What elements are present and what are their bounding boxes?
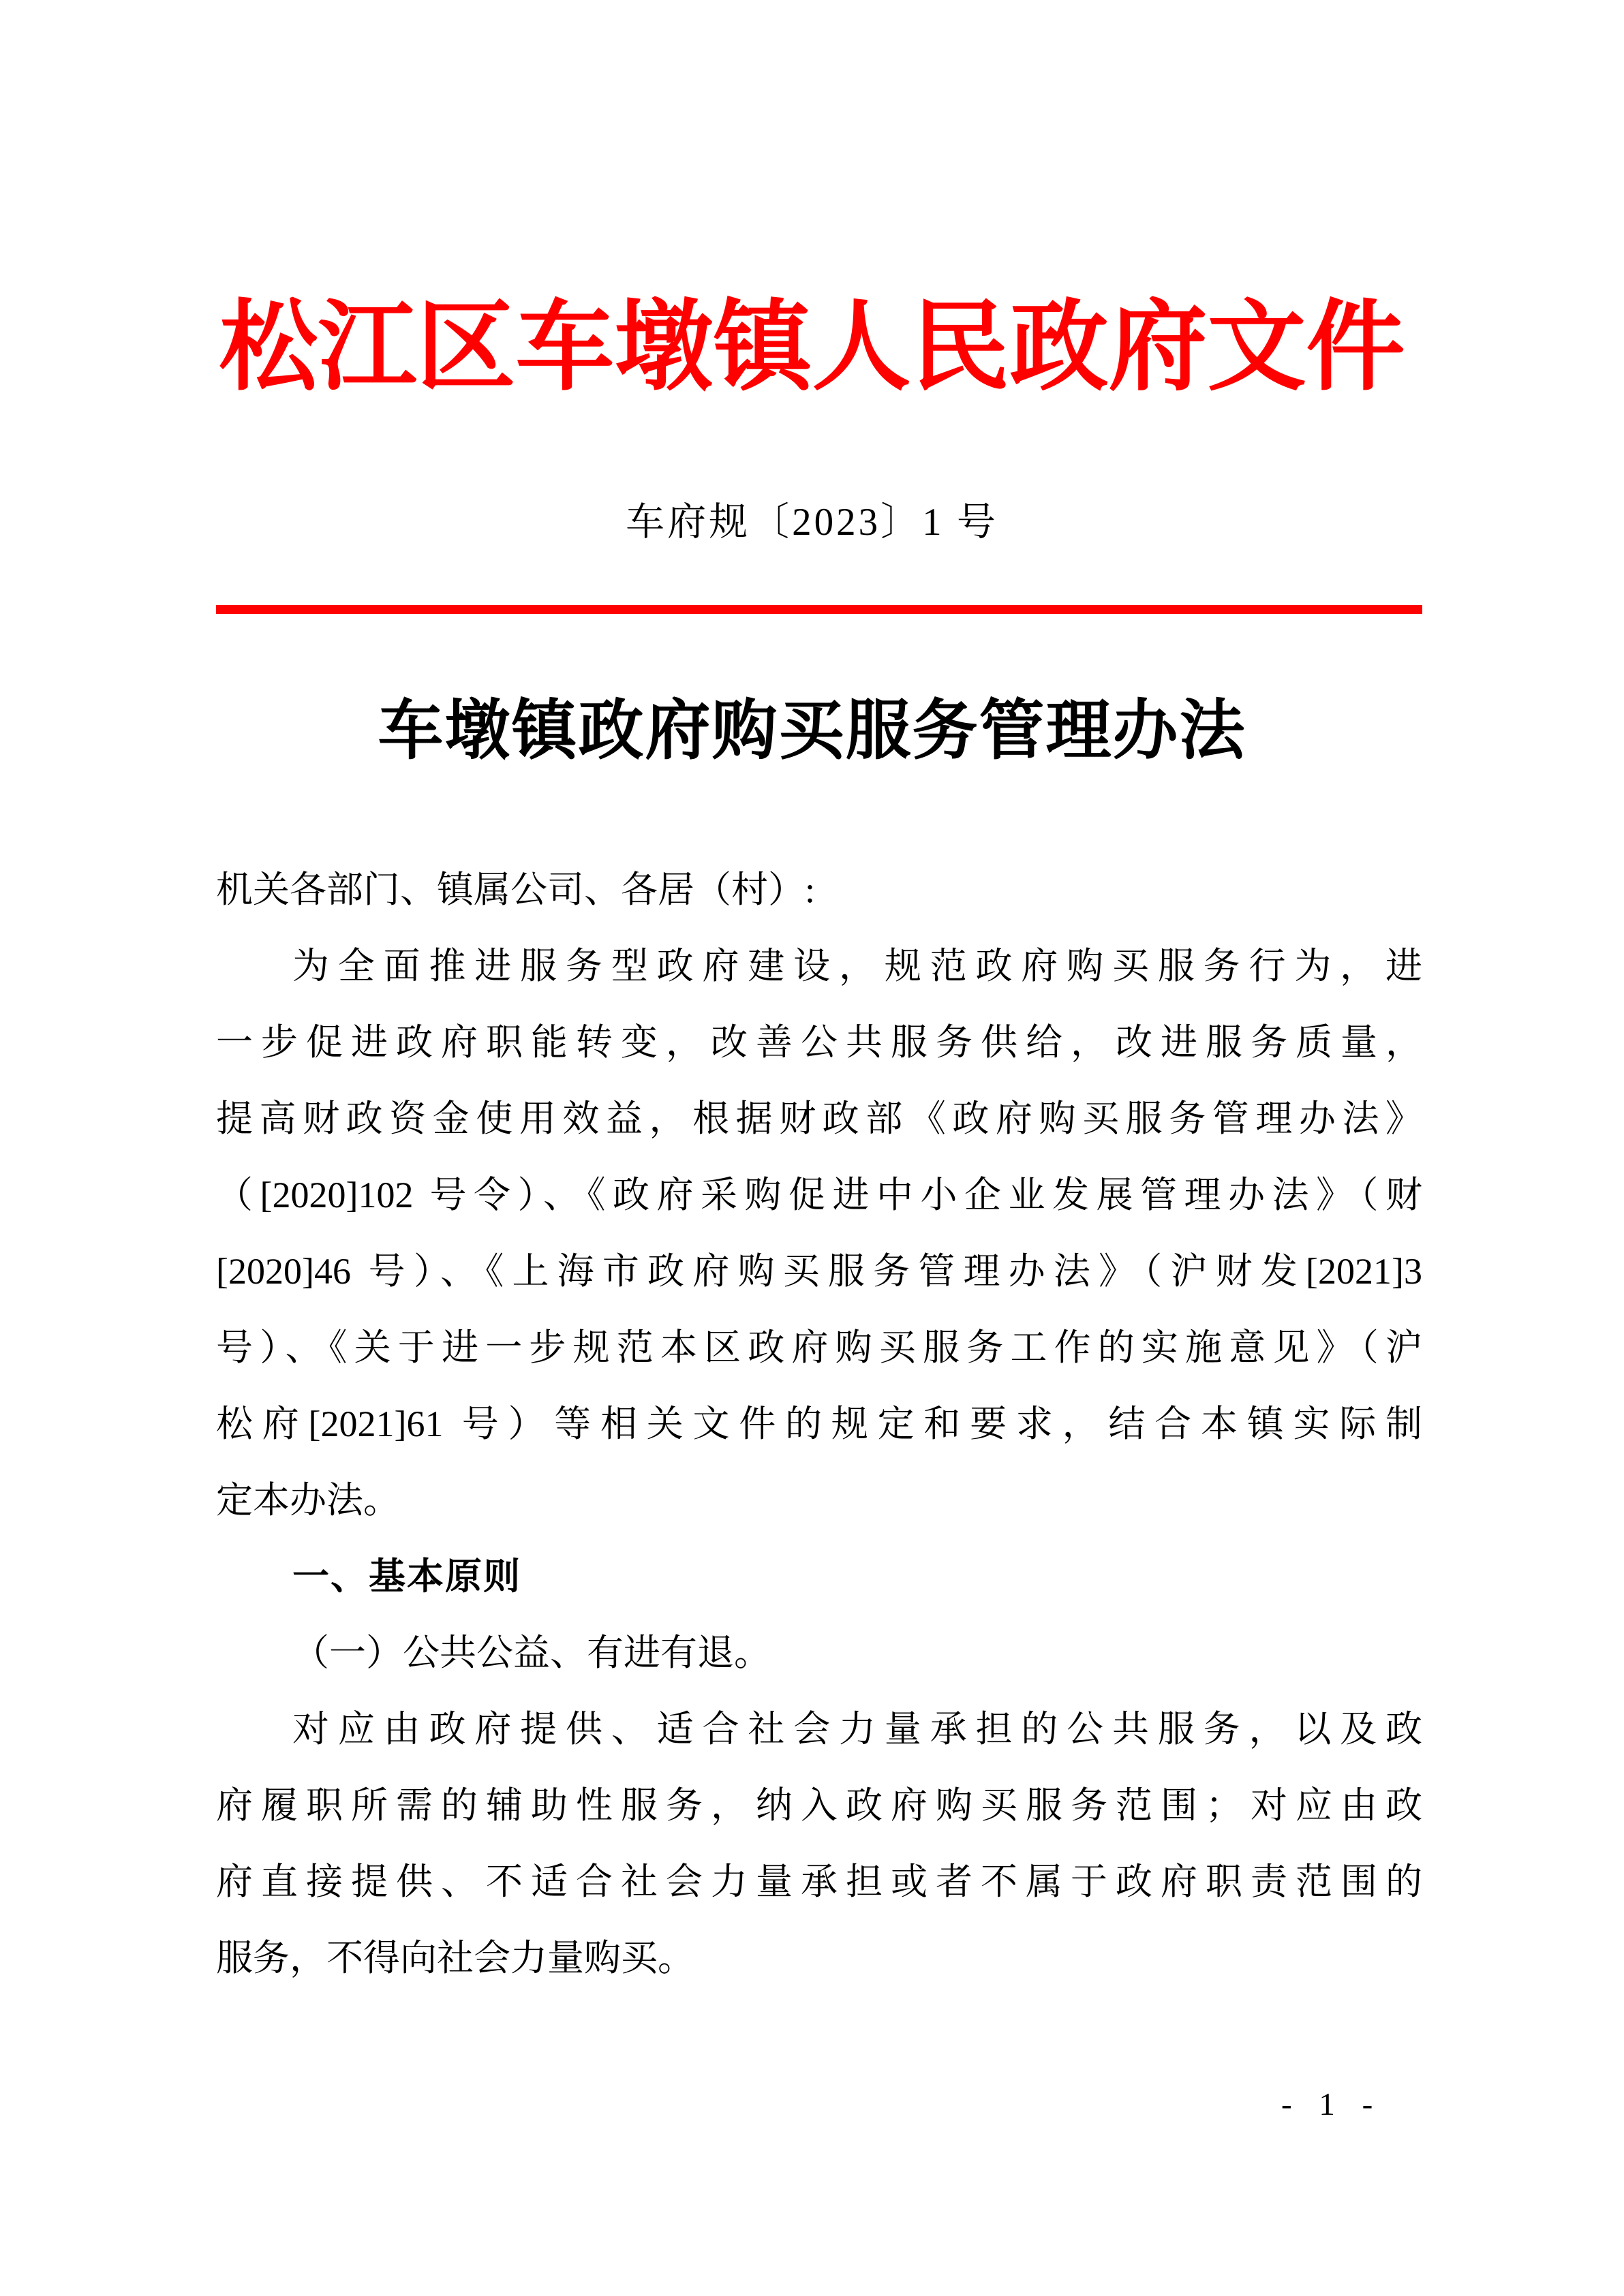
page-number: - 1 - <box>1281 2087 1383 2122</box>
body-line: （一）公共公益、有进有退。 <box>292 1632 771 1673</box>
body-line: 松府[2021]61 号）等相关文件的规定和要求，结合本镇实际制 <box>216 1403 1422 1444</box>
body-line: 服务，不得向社会力量购买。 <box>216 1938 694 1979</box>
body-line: [2020]46 号）、《上海市政府购买服务管理办法》（沪财发[2021]3 <box>216 1251 1422 1292</box>
red-divider-line <box>216 605 1422 614</box>
body-line: 府履职所需的辅助性服务，纳入政府购买服务范围；对应由政 <box>216 1785 1422 1826</box>
document-title: 车墩镇政府购买服务管理办法 <box>378 694 1246 767</box>
body-line: 号）、《关于进一步规范本区政府购买服务工作的实施意见》（沪 <box>216 1327 1422 1368</box>
section-heading: 一、基本原则 <box>292 1556 521 1597</box>
body-text <box>216 852 1422 1996</box>
body-line: 为全面推进服务型政府建设，规范政府购买服务行为，进 <box>292 946 1422 987</box>
body-line: 一步促进政府职能转变，改善公共服务供给，改进服务质量， <box>216 1022 1422 1063</box>
body-line: （[2020]102 号令）、《政府采购促进中小企业发展管理办法》（财 <box>216 1175 1422 1215</box>
body-line: 对应由政府提供、适合社会力量承担的公共服务，以及政 <box>292 1709 1422 1750</box>
body-line: 定本办法。 <box>216 1480 400 1521</box>
issuing-org-title: 松江区车墩镇人民政府文件 <box>219 294 1405 403</box>
body-line: 府直接提供、不适合社会力量承担或者不属于政府职责范围的 <box>216 1861 1422 1902</box>
body-line: 提高财政资金使用效益，根据财政部《政府购买服务管理办法》 <box>216 1098 1422 1139</box>
document-reference-number: 车府规〔2023〕1 号 <box>626 501 998 544</box>
body-line: 机关各部门、镇属公司、各居（村）: <box>216 869 816 910</box>
